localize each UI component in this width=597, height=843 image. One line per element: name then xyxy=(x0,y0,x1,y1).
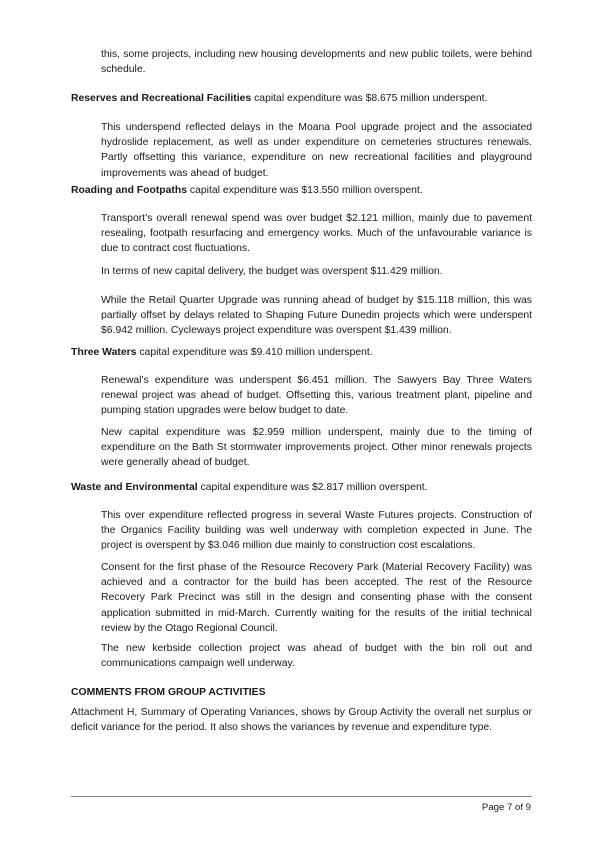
section-roading xyxy=(71,183,532,198)
section-three-waters xyxy=(71,345,532,360)
section-title-waste: Waste and Environmental xyxy=(71,482,198,493)
section-title-roading: Roading and Footpaths xyxy=(71,185,188,196)
paragraph-waste-resource-recovery: Consent for the first phase of the Resource Recovery Park (Material Recovery Facility) was achieved and a contractor for the build has been accepted. The rest of the Resource Recovery Park Precinct was still in the design and consenting phase with the consent application submitted in mid-March. Currently waiting for the results of the initial technical review by the Otago Regional Council. xyxy=(101,562,532,634)
footer-divider xyxy=(71,796,532,797)
paragraph-waste-futures: This over expenditure reflected progress in several Waste Futures projects. Construction of the Organics Facility building was well underway with completion expected in June. The project is overspent by $3.046 million due mainly to construction cost escalations. xyxy=(101,510,532,552)
paragraph-reserves-detail: This underspend reflected delays in the Moana Pool upgrade project and the associated hydroslide replacement, as well as under expenditure on cemeteries structures renewals. Partly offsetting this variance, expenditure on new recreational facilities and playground improvements was ahead of budget. xyxy=(101,122,532,179)
section-title-three-waters: Three Waters xyxy=(71,347,137,358)
paragraph-waste-kerbside: The new kerbside collection project was ahead of budget with the bin roll out and communications campaign well underway. xyxy=(101,643,532,670)
page-number: Page 7 of 9 xyxy=(481,802,531,813)
paragraph-group-activities: Attachment H, Summary of Operating Variances, shows by Group Activity the overall net surplus or deficit variance for the period. It also shows the variances by revenue and expenditure type. xyxy=(71,707,532,734)
section-waste xyxy=(71,480,532,495)
paragraph-continuation: this, some projects, including new housing developments and new public toilets, were behind schedule. xyxy=(101,49,532,76)
section-summary-three-waters: capital expenditure was $9.410 million underspent. xyxy=(136,347,373,358)
section-title-reserves: Reserves and Recreational Facilities xyxy=(71,93,252,104)
section-reserves xyxy=(71,91,532,106)
heading-group-activities: COMMENTS FROM GROUP ACTIVITIES xyxy=(71,687,266,698)
paragraph-roading-new-capital: In terms of new capital delivery, the budget was overspent $11.429 million. xyxy=(101,266,443,277)
paragraph-three-waters-renewal: Renewal’s expenditure was underspent $6.451 million. The Sawyers Bay Three Waters renewal project was ahead of budget. Offsetting this, various treatment plant, pipeline and pumping station upgrades were below budget to date. xyxy=(101,375,532,417)
paragraph-roading-retail: While the Retail Quarter Upgrade was running ahead of budget by $15.118 million, this was partially offset by delays related to Shaping Future Dunedin projects which were underspent $6.942 million. Cycleways project expenditure was overspent $1.439 million. xyxy=(101,295,532,337)
section-summary-reserves: capital expenditure was $8.675 million underspent. xyxy=(251,93,488,104)
section-summary-roading: capital expenditure was $13.550 million overspent. xyxy=(187,185,423,196)
paragraph-three-waters-new-capital: New capital expenditure was $2.959 million underspent, mainly due to the timing of expenditure on the Bath St stormwater improvements project. Other minor renewals projects were generally ahead of budget. xyxy=(101,427,532,469)
section-summary-waste: capital expenditure was $2.817 million overspent. xyxy=(197,482,428,493)
paragraph-roading-renewal: Transport’s overall renewal spend was over budget $2.121 million, mainly due to pavement resealing, footpath resurfacing and emergency works. Much of the unfavourable variance is due to contract cost fluctuations. xyxy=(101,213,532,255)
